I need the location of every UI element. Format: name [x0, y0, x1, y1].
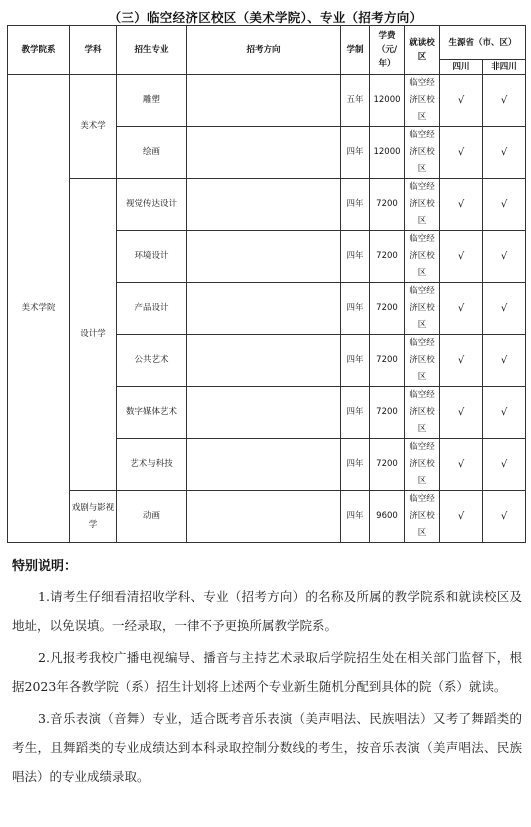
campus-text: 临空经济区校区	[409, 338, 435, 382]
duration-cell: 四年	[341, 439, 370, 491]
major-cell: 雕塑	[117, 75, 187, 127]
sichuan-check: √	[440, 335, 483, 387]
header-discipline: 学科	[70, 26, 117, 75]
tuition-cell: 12000	[370, 127, 405, 179]
major-cell: 环境设计	[117, 231, 187, 283]
sichuan-check: √	[440, 75, 483, 127]
tuition-cell: 7200	[370, 387, 405, 439]
header-campus: 就读校区	[405, 26, 440, 75]
header-major: 招生专业	[117, 26, 187, 75]
duration-cell: 四年	[341, 387, 370, 439]
campus-cell	[405, 387, 440, 439]
duration-cell: 四年	[341, 179, 370, 231]
major-cell: 数字媒体艺术	[117, 387, 187, 439]
sichuan-check: √	[440, 127, 483, 179]
section-title: （三）临空经济区校区（美术学院）、专业（招考方向）	[108, 10, 423, 25]
table-row	[8, 179, 526, 231]
note-paragraph-2: 2.凡报考我校广播电视编导、播音与主持艺术录取后学院招生处在相关部门监督下，根据2023年各教学院（系）招生计划将上述两个专业新生随机分配到具体的院（系）就读。	[12, 650, 522, 694]
duration-cell: 四年	[341, 283, 370, 335]
campus-text: 临空经济区校区	[409, 182, 435, 226]
campus-cell	[405, 127, 440, 179]
non-sichuan-check: √	[483, 491, 526, 543]
tuition-cell: 7200	[370, 231, 405, 283]
non-sichuan-check: √	[483, 127, 526, 179]
major-cell: 视觉传达设计	[117, 179, 187, 231]
discipline-drama-film: 戏剧与影视学	[70, 491, 117, 543]
tuition-cell: 7200	[370, 179, 405, 231]
duration-cell: 四年	[341, 127, 370, 179]
non-sichuan-check: √	[483, 231, 526, 283]
major-cell: 公共艺术	[117, 335, 187, 387]
campus-cell	[405, 335, 440, 387]
campus-cell	[405, 179, 440, 231]
table-row	[8, 75, 526, 127]
header-college: 教学院系	[8, 26, 70, 75]
campus-cell	[405, 283, 440, 335]
campus-text: 临空经济区校区	[409, 494, 435, 538]
direction-cell	[187, 491, 341, 543]
sichuan-check: √	[440, 179, 483, 231]
campus-text: 临空经济区校区	[409, 390, 435, 434]
header-origin: 生源省（市、区）	[440, 26, 526, 60]
campus-text: 临空经济区校区	[409, 78, 435, 122]
direction-cell	[187, 335, 341, 387]
table-row	[8, 491, 526, 543]
header-sichuan: 四川	[440, 60, 483, 75]
sichuan-check: √	[440, 283, 483, 335]
header-duration: 学制	[341, 26, 370, 75]
campus-cell	[405, 75, 440, 127]
campus-text: 临空经济区校区	[409, 442, 435, 486]
major-cell: 产品设计	[117, 283, 187, 335]
duration-cell: 四年	[341, 491, 370, 543]
note-paragraph-3: 3.音乐表演（音舞）专业，适合既考音乐表演（美声唱法、民族唱法）又考了舞蹈类的考生，且舞蹈类的专业成绩达到本科录取控制分数线的考生，按音乐表演（美声唱法、民族唱法）的专业成绩录取。	[12, 711, 522, 784]
direction-cell	[187, 127, 341, 179]
major-cell: 艺术与科技	[117, 439, 187, 491]
note-paragraph-1: 1.请考生仔细看清招收学科、专业（招考方向）的名称及所属的教学院系和就读校区及地址，以免误填。一经录取，一律不予更换所属教学院系。	[12, 589, 522, 633]
campus-text: 临空经济区校区	[409, 130, 435, 174]
duration-cell: 四年	[341, 231, 370, 283]
campus-cell	[405, 491, 440, 543]
campus-cell	[405, 439, 440, 491]
tuition-cell: 7200	[370, 335, 405, 387]
special-notes	[12, 555, 522, 794]
sichuan-check: √	[440, 439, 483, 491]
non-sichuan-check: √	[483, 179, 526, 231]
non-sichuan-check: √	[483, 283, 526, 335]
tuition-cell: 7200	[370, 283, 405, 335]
major-cell: 动画	[117, 491, 187, 543]
direction-cell	[187, 231, 341, 283]
admissions-table	[7, 25, 526, 543]
non-sichuan-check: √	[483, 75, 526, 127]
campus-cell	[405, 231, 440, 283]
college-cell: 美术学院	[8, 75, 70, 543]
discipline-fine-arts: 美术学	[70, 75, 117, 179]
non-sichuan-check: √	[483, 335, 526, 387]
discipline-design: 设计学	[70, 179, 117, 491]
direction-cell	[187, 283, 341, 335]
duration-cell: 四年	[341, 335, 370, 387]
sichuan-check: √	[440, 387, 483, 439]
campus-text: 临空经济区校区	[409, 286, 435, 330]
sichuan-check: √	[440, 231, 483, 283]
header-direction: 招考方向	[187, 26, 341, 75]
direction-cell	[187, 439, 341, 491]
duration-cell: 五年	[341, 75, 370, 127]
tuition-cell: 9600	[370, 491, 405, 543]
notes-heading: 特别说明：	[12, 559, 78, 574]
header-non-sichuan: 非四川	[483, 60, 526, 75]
direction-cell	[187, 75, 341, 127]
tuition-cell: 12000	[370, 75, 405, 127]
major-cell: 绘画	[117, 127, 187, 179]
header-tuition: 学费（元/年）	[370, 26, 405, 75]
tuition-cell: 7200	[370, 439, 405, 491]
non-sichuan-check: √	[483, 387, 526, 439]
non-sichuan-check: √	[483, 439, 526, 491]
campus-text: 临空经济区校区	[409, 234, 435, 278]
direction-cell	[187, 387, 341, 439]
sichuan-check: √	[440, 491, 483, 543]
direction-cell	[187, 179, 341, 231]
